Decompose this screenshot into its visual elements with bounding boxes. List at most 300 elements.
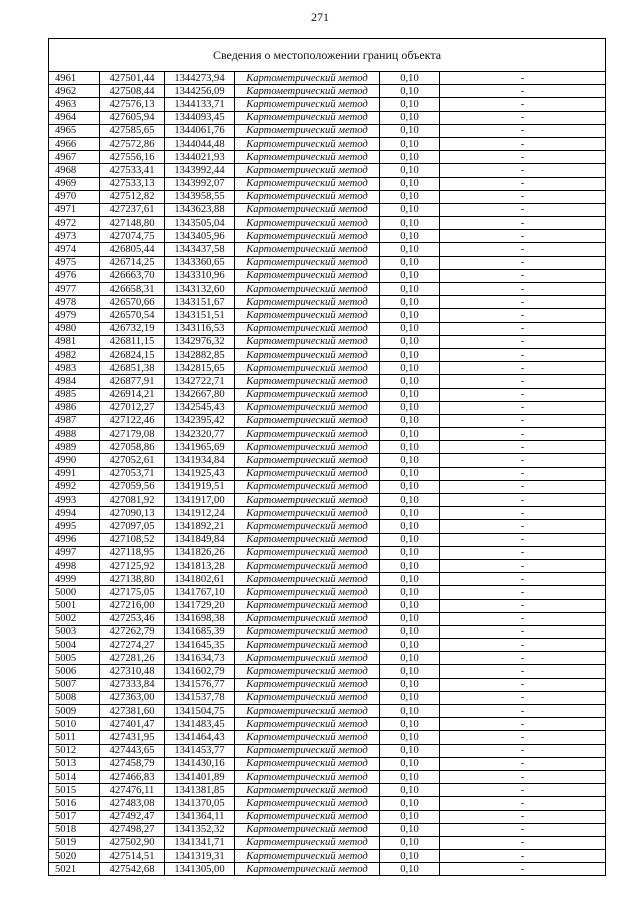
x-coordinate-cell: 427118,95 [100,546,165,559]
x-coordinate-cell: 427556,16 [100,151,165,164]
note-cell: - [440,691,606,704]
y-coordinate-cell: 1342815,65 [165,362,235,375]
accuracy-cell: 0,10 [380,124,440,137]
y-coordinate-cell: 1342882,85 [165,348,235,361]
x-coordinate-cell: 427138,80 [100,573,165,586]
method-cell: Картометрический метод [235,612,380,625]
accuracy-cell: 0,10 [380,533,440,546]
x-coordinate-cell: 427401,47 [100,718,165,731]
accuracy-cell: 0,10 [380,164,440,177]
accuracy-cell: 0,10 [380,823,440,836]
x-coordinate-cell: 426914,21 [100,388,165,401]
accuracy-cell: 0,10 [380,494,440,507]
y-coordinate-cell: 1341919,51 [165,480,235,493]
x-coordinate-cell: 427081,92 [100,494,165,507]
boundary-table-frame [48,38,606,876]
method-cell: Картометрический метод [235,348,380,361]
note-cell: - [440,850,606,863]
x-coordinate-cell: 427108,52 [100,533,165,546]
method-cell: Картометрический метод [235,269,380,282]
x-coordinate-cell: 426824,15 [100,348,165,361]
y-coordinate-cell: 1341912,24 [165,507,235,520]
x-coordinate-cell: 427585,65 [100,124,165,137]
y-coordinate-cell: 1341453,77 [165,744,235,757]
method-cell: Картометрический метод [235,480,380,493]
table-row [49,98,606,111]
table-row [49,243,606,256]
method-cell: Картометрический метод [235,441,380,454]
point-number-cell: 4992 [49,480,100,493]
y-coordinate-cell: 1343310,96 [165,269,235,282]
y-coordinate-cell: 1341504,75 [165,705,235,718]
method-cell: Картометрический метод [235,507,380,520]
point-number-cell: 5004 [49,639,100,652]
accuracy-cell: 0,10 [380,375,440,388]
y-coordinate-cell: 1341965,69 [165,441,235,454]
point-number-cell: 4965 [49,124,100,137]
accuracy-cell: 0,10 [380,652,440,665]
point-number-cell: 5002 [49,612,100,625]
page-number: 271 [311,10,329,24]
method-cell: Картометрический метод [235,757,380,770]
method-cell: Картометрический метод [235,573,380,586]
accuracy-cell: 0,10 [380,414,440,427]
method-cell: Картометрический метод [235,230,380,243]
accuracy-cell: 0,10 [380,757,440,770]
method-cell: Картометрический метод [235,691,380,704]
point-number-cell: 5016 [49,797,100,810]
y-coordinate-cell: 1343116,53 [165,322,235,335]
method-cell: Картометрический метод [235,401,380,414]
table-row [49,797,606,810]
table-row [49,414,606,427]
x-coordinate-cell: 427122,46 [100,414,165,427]
accuracy-cell: 0,10 [380,72,440,85]
table-row [49,177,606,190]
point-number-cell: 4978 [49,296,100,309]
accuracy-cell: 0,10 [380,836,440,849]
accuracy-cell: 0,10 [380,691,440,704]
accuracy-cell: 0,10 [380,546,440,559]
x-coordinate-cell: 427012,27 [100,401,165,414]
method-cell: Картометрический метод [235,823,380,836]
y-coordinate-cell: 1344044,48 [165,137,235,150]
x-coordinate-cell: 427492,47 [100,810,165,823]
accuracy-cell: 0,10 [380,111,440,124]
point-number-cell: 4994 [49,507,100,520]
y-coordinate-cell: 1341483,45 [165,718,235,731]
method-cell: Картометрический метод [235,124,380,137]
table-row [49,836,606,849]
note-cell: - [440,177,606,190]
table-row [49,863,606,876]
point-number-cell: 5018 [49,823,100,836]
method-cell: Картометрический метод [235,362,380,375]
table-row [49,309,606,322]
x-coordinate-cell: 427605,94 [100,111,165,124]
x-coordinate-cell: 427381,60 [100,705,165,718]
x-coordinate-cell: 427533,13 [100,177,165,190]
accuracy-cell: 0,10 [380,639,440,652]
point-number-cell: 5014 [49,770,100,783]
y-coordinate-cell: 1341849,84 [165,533,235,546]
y-coordinate-cell: 1343505,04 [165,217,235,230]
accuracy-cell: 0,10 [380,296,440,309]
point-number-cell: 4990 [49,454,100,467]
table-row [49,757,606,770]
x-coordinate-cell: 426570,54 [100,309,165,322]
accuracy-cell: 0,10 [380,362,440,375]
point-number-cell: 4985 [49,388,100,401]
y-coordinate-cell: 1341925,43 [165,467,235,480]
note-cell: - [440,335,606,348]
accuracy-cell: 0,10 [380,612,440,625]
accuracy-cell: 0,10 [380,705,440,718]
x-coordinate-cell: 427363,00 [100,691,165,704]
x-coordinate-cell: 427333,84 [100,678,165,691]
note-cell: - [440,520,606,533]
x-coordinate-cell: 426811,15 [100,335,165,348]
method-cell: Картометрический метод [235,836,380,849]
accuracy-cell: 0,10 [380,322,440,335]
point-number-cell: 4976 [49,269,100,282]
note-cell: - [440,823,606,836]
accuracy-cell: 0,10 [380,770,440,783]
note-cell: - [440,836,606,849]
y-coordinate-cell: 1344021,93 [165,151,235,164]
method-cell: Картометрический метод [235,72,380,85]
table-row [49,72,606,85]
note-cell: - [440,322,606,335]
method-cell: Картометрический метод [235,190,380,203]
method-cell: Картометрический метод [235,494,380,507]
point-number-cell: 5006 [49,665,100,678]
x-coordinate-cell: 426851,38 [100,362,165,375]
table-row [49,401,606,414]
accuracy-cell: 0,10 [380,467,440,480]
y-coordinate-cell: 1342545,43 [165,401,235,414]
method-cell: Картометрический метод [235,625,380,638]
point-number-cell: 4996 [49,533,100,546]
y-coordinate-cell: 1341934,84 [165,454,235,467]
method-cell: Картометрический метод [235,98,380,111]
y-coordinate-cell: 1341319,31 [165,850,235,863]
accuracy-cell: 0,10 [380,388,440,401]
method-cell: Картометрический метод [235,639,380,652]
point-number-cell: 4962 [49,85,100,98]
y-coordinate-cell: 1342320,77 [165,428,235,441]
method-cell: Картометрический метод [235,137,380,150]
x-coordinate-cell: 427059,56 [100,480,165,493]
accuracy-cell: 0,10 [380,217,440,230]
method-cell: Картометрический метод [235,665,380,678]
table-row [49,283,606,296]
accuracy-cell: 0,10 [380,269,440,282]
note-cell: - [440,401,606,414]
point-number-cell: 4964 [49,111,100,124]
accuracy-cell: 0,10 [380,520,440,533]
table-row [49,375,606,388]
method-cell: Картометрический метод [235,784,380,797]
method-cell: Картометрический метод [235,652,380,665]
table-row [49,137,606,150]
table-row [49,612,606,625]
table-row [49,217,606,230]
note-cell: - [440,612,606,625]
note-cell: - [440,454,606,467]
x-coordinate-cell: 427483,08 [100,797,165,810]
note-cell: - [440,546,606,559]
table-row [49,230,606,243]
method-cell: Картометрический метод [235,467,380,480]
method-cell: Картометрический метод [235,850,380,863]
y-coordinate-cell: 1344061,76 [165,124,235,137]
note-cell: - [440,348,606,361]
accuracy-cell: 0,10 [380,784,440,797]
point-number-cell: 5021 [49,863,100,876]
x-coordinate-cell: 426663,70 [100,269,165,282]
table-row [49,124,606,137]
accuracy-cell: 0,10 [380,190,440,203]
x-coordinate-cell: 427443,65 [100,744,165,757]
table-row [49,454,606,467]
table-row [49,203,606,216]
accuracy-cell: 0,10 [380,243,440,256]
y-coordinate-cell: 1341767,10 [165,586,235,599]
x-coordinate-cell: 427052,61 [100,454,165,467]
y-coordinate-cell: 1341576,77 [165,678,235,691]
y-coordinate-cell: 1342667,80 [165,388,235,401]
x-coordinate-cell: 427090,13 [100,507,165,520]
point-number-cell: 5012 [49,744,100,757]
note-cell: - [440,731,606,744]
method-cell: Картометрический метод [235,586,380,599]
note-cell: - [440,744,606,757]
accuracy-cell: 0,10 [380,797,440,810]
table-row [49,85,606,98]
point-number-cell: 5010 [49,718,100,731]
y-coordinate-cell: 1341698,38 [165,612,235,625]
accuracy-cell: 0,10 [380,230,440,243]
x-coordinate-cell: 427179,08 [100,428,165,441]
method-cell: Картометрический метод [235,217,380,230]
point-number-cell: 4971 [49,203,100,216]
note-cell: - [440,625,606,638]
table-row [49,810,606,823]
method-cell: Картометрический метод [235,744,380,757]
table-row [49,718,606,731]
note-cell: - [440,296,606,309]
table-row [49,190,606,203]
table-row [49,480,606,493]
method-cell: Картометрический метод [235,296,380,309]
method-cell: Картометрический метод [235,256,380,269]
method-cell: Картометрический метод [235,520,380,533]
y-coordinate-cell: 1341305,00 [165,863,235,876]
coordinates-table-body [49,72,606,876]
table-row [49,428,606,441]
x-coordinate-cell: 427253,46 [100,612,165,625]
note-cell: - [440,573,606,586]
note-cell: - [440,190,606,203]
y-coordinate-cell: 1341685,39 [165,625,235,638]
point-number-cell: 4993 [49,494,100,507]
accuracy-cell: 0,10 [380,401,440,414]
table-row [49,520,606,533]
note-cell: - [440,507,606,520]
table-row [49,744,606,757]
table-row [49,678,606,691]
y-coordinate-cell: 1342976,32 [165,335,235,348]
accuracy-cell: 0,10 [380,85,440,98]
note-cell: - [440,98,606,111]
method-cell: Картометрический метод [235,533,380,546]
accuracy-cell: 0,10 [380,586,440,599]
point-number-cell: 4997 [49,546,100,559]
table-row [49,111,606,124]
note-cell: - [440,467,606,480]
table-row [49,823,606,836]
note-cell: - [440,256,606,269]
note-cell: - [440,652,606,665]
y-coordinate-cell: 1343360,65 [165,256,235,269]
note-cell: - [440,678,606,691]
note-cell: - [440,639,606,652]
x-coordinate-cell: 427237,61 [100,203,165,216]
method-cell: Картометрический метод [235,718,380,731]
table-title: Сведения о местоположении границ объекта [48,38,606,71]
point-number-cell: 4988 [49,428,100,441]
method-cell: Картометрический метод [235,203,380,216]
note-cell: - [440,111,606,124]
point-number-cell: 4977 [49,283,100,296]
note-cell: - [440,283,606,296]
x-coordinate-cell: 427542,68 [100,863,165,876]
y-coordinate-cell: 1341430,16 [165,757,235,770]
note-cell: - [440,375,606,388]
point-number-cell: 5013 [49,757,100,770]
table-row [49,652,606,665]
table-row [49,494,606,507]
table-row [49,441,606,454]
point-number-cell: 5005 [49,652,100,665]
note-cell: - [440,770,606,783]
x-coordinate-cell: 427310,48 [100,665,165,678]
point-number-cell: 4966 [49,137,100,150]
x-coordinate-cell: 427274,27 [100,639,165,652]
x-coordinate-cell: 427216,00 [100,599,165,612]
note-cell: - [440,269,606,282]
point-number-cell: 4972 [49,217,100,230]
y-coordinate-cell: 1341645,35 [165,639,235,652]
point-number-cell: 4975 [49,256,100,269]
point-number-cell: 4961 [49,72,100,85]
point-number-cell: 5009 [49,705,100,718]
y-coordinate-cell: 1343992,07 [165,177,235,190]
y-coordinate-cell: 1341917,00 [165,494,235,507]
table-row [49,731,606,744]
method-cell: Картометрический метод [235,599,380,612]
note-cell: - [440,533,606,546]
y-coordinate-cell: 1343992,44 [165,164,235,177]
accuracy-cell: 0,10 [380,137,440,150]
note-cell: - [440,757,606,770]
y-coordinate-cell: 1341401,89 [165,770,235,783]
note-cell: - [440,124,606,137]
accuracy-cell: 0,10 [380,507,440,520]
x-coordinate-cell: 426732,19 [100,322,165,335]
point-number-cell: 4991 [49,467,100,480]
point-number-cell: 4970 [49,190,100,203]
x-coordinate-cell: 426805,44 [100,243,165,256]
x-coordinate-cell: 427458,79 [100,757,165,770]
point-number-cell: 4998 [49,559,100,572]
y-coordinate-cell: 1341364,11 [165,810,235,823]
table-row [49,467,606,480]
y-coordinate-cell: 1341892,21 [165,520,235,533]
method-cell: Картометрический метод [235,335,380,348]
note-cell: - [440,797,606,810]
accuracy-cell: 0,10 [380,599,440,612]
y-coordinate-cell: 1341352,32 [165,823,235,836]
x-coordinate-cell: 427514,51 [100,850,165,863]
y-coordinate-cell: 1344256,09 [165,85,235,98]
note-cell: - [440,72,606,85]
table-row [49,388,606,401]
table-row [49,770,606,783]
method-cell: Картометрический метод [235,863,380,876]
y-coordinate-cell: 1343958,55 [165,190,235,203]
note-cell: - [440,309,606,322]
table-row [49,507,606,520]
note-cell: - [440,586,606,599]
y-coordinate-cell: 1341464,43 [165,731,235,744]
method-cell: Картометрический метод [235,454,380,467]
note-cell: - [440,863,606,876]
accuracy-cell: 0,10 [380,441,440,454]
y-coordinate-cell: 1342722,71 [165,375,235,388]
y-coordinate-cell: 1341729,20 [165,599,235,612]
note-cell: - [440,665,606,678]
y-coordinate-cell: 1343151,51 [165,309,235,322]
table-row [49,546,606,559]
point-number-cell: 4982 [49,348,100,361]
method-cell: Картометрический метод [235,705,380,718]
accuracy-cell: 0,10 [380,625,440,638]
y-coordinate-cell: 1343405,96 [165,230,235,243]
accuracy-cell: 0,10 [380,309,440,322]
point-number-cell: 5020 [49,850,100,863]
note-cell: - [440,85,606,98]
table-row [49,335,606,348]
accuracy-cell: 0,10 [380,98,440,111]
method-cell: Картометрический метод [235,85,380,98]
y-coordinate-cell: 1343437,58 [165,243,235,256]
accuracy-cell: 0,10 [380,863,440,876]
accuracy-cell: 0,10 [380,718,440,731]
x-coordinate-cell: 427053,71 [100,467,165,480]
point-number-cell: 4963 [49,98,100,111]
x-coordinate-cell: 427512,82 [100,190,165,203]
point-number-cell: 4986 [49,401,100,414]
note-cell: - [440,718,606,731]
y-coordinate-cell: 1342395,42 [165,414,235,427]
table-row [49,639,606,652]
x-coordinate-cell: 426658,31 [100,283,165,296]
note-cell: - [440,559,606,572]
x-coordinate-cell: 426714,25 [100,256,165,269]
accuracy-cell: 0,10 [380,203,440,216]
